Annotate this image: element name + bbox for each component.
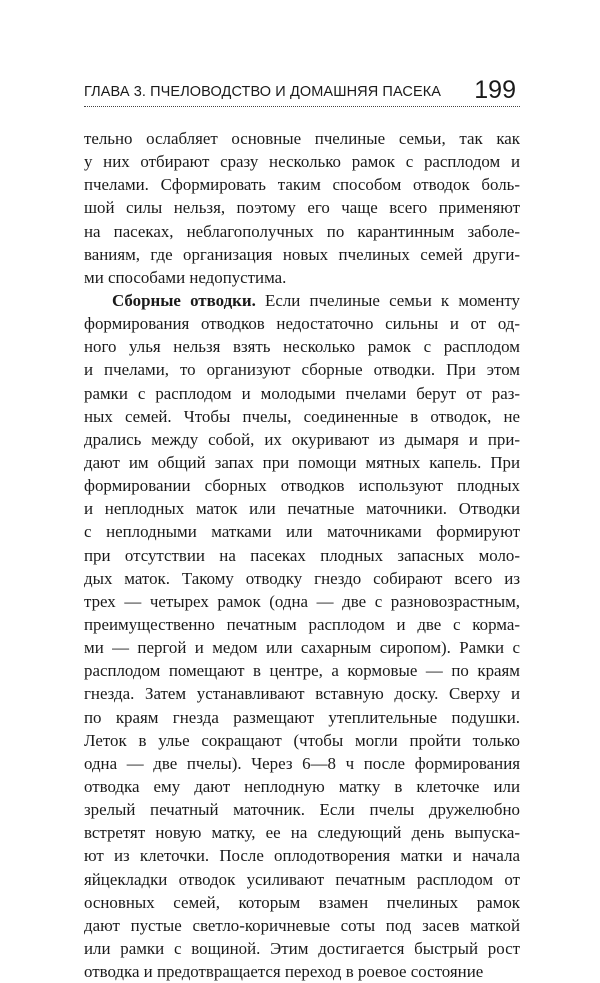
text-line: ми способами недопустима. [84,267,287,287]
text-line: рамки с расплодом и молодыми пчелами берут от раз- [84,383,520,403]
body-text [84,127,520,983]
text-line: дых маток. Такому отводку гнездо собирают всего из [84,568,520,588]
text-line: встретят новую матку, ее на следующий день выпуска- [84,823,520,843]
text-line: с неплодными матками или маточниками формируют [84,522,520,542]
text-line: отводка и предотвращается переход в роевое состояние [84,962,484,982]
page-number: 199 [474,76,516,104]
running-header [84,72,520,108]
paragraph [84,127,520,289]
text-line: или рамки с вощиной. Этим достигается быстрый рост [84,938,520,958]
text-line: при отсутствии на пасеках плодных запасных моло- [84,545,520,565]
text-line: Леток в улье сокращают (чтобы могли пройти только [84,730,520,750]
header-divider [84,106,520,107]
text-line: по краям гнезда размещают утеплительные подушки. [84,707,520,727]
text-line: ваниям, где организация новых пчелиных семей други- [84,244,520,264]
text-line: отводка ему дают неплодную матку в клеточке или [84,776,520,796]
paragraph [84,289,520,983]
text-line: ми — пергой и медом или сахарным сиропом). Рамки с [84,638,520,658]
text-line: преимущественно печатным расплодом и две с корма- [84,614,520,634]
text-line [84,289,520,312]
chapter-title: ГЛАВА 3. ПЧЕЛОВОДСТВО И ДОМАШНЯЯ ПАСЕКА [84,84,442,100]
text-line: дают им общий запах при помощи мятных капель. При [84,452,520,472]
text-run: Если пчелиные семьи к моменту [255,290,520,310]
text-line: расплодом помещают в центре, а кормовые — по краям [84,661,520,681]
text-line: основных семей, которым взамен пчелиных рамок [84,892,520,912]
text-line: ют из клеточки. После оплодотворения матки и начала [84,846,520,866]
text-line: яйцекладки отводок усиливают печатным расплодом от [84,869,520,889]
text-line: зрелый печатный маточник. Если пчелы дружелюбно [84,800,520,820]
text-line: и неплодных маток или печатные маточники. Отводки [84,499,520,519]
text-line: тельно ослабляет основные пчелиные семьи, так как [84,129,520,148]
text-line: и пчелами, то организуют сборные отводки. При этом [84,360,520,380]
text-line: дают пустые светло-коричневые соты под засев маткой [84,915,520,935]
text-line: шой силы нельзя, поэтому его чаще всего применяют [84,198,520,218]
text-line: дрались между собой, их окуривают из дымаря и при- [84,429,520,449]
text-line: трех — четырех рамок (одна — две с разновозрастным, [84,591,520,611]
text-line: гнезда. Затем устанавливают вставную доску. Сверху и [84,684,520,704]
text-line: у них отбирают сразу несколько рамок с расплодом и [84,152,520,172]
text-line: формирования отводков недостаточно сильны и от од- [84,314,520,334]
section-heading: Сборные отводки. [112,290,256,310]
text-line: на пасеках, неблагополучных по карантинным заболе- [84,221,520,241]
text-line: одна — две пчелы). Через 6—8 ч после формирования [84,753,520,773]
text-line: формировании сборных отводков используют плодных [84,476,520,496]
text-line: пчелами. Сформировать таким способом отводок боль- [84,175,520,195]
text-line: ного улья нельзя взять несколько рамок с расплодом [84,337,520,357]
text-line: ных семей. Чтобы пчелы, соединенные в отводок, не [84,406,520,426]
